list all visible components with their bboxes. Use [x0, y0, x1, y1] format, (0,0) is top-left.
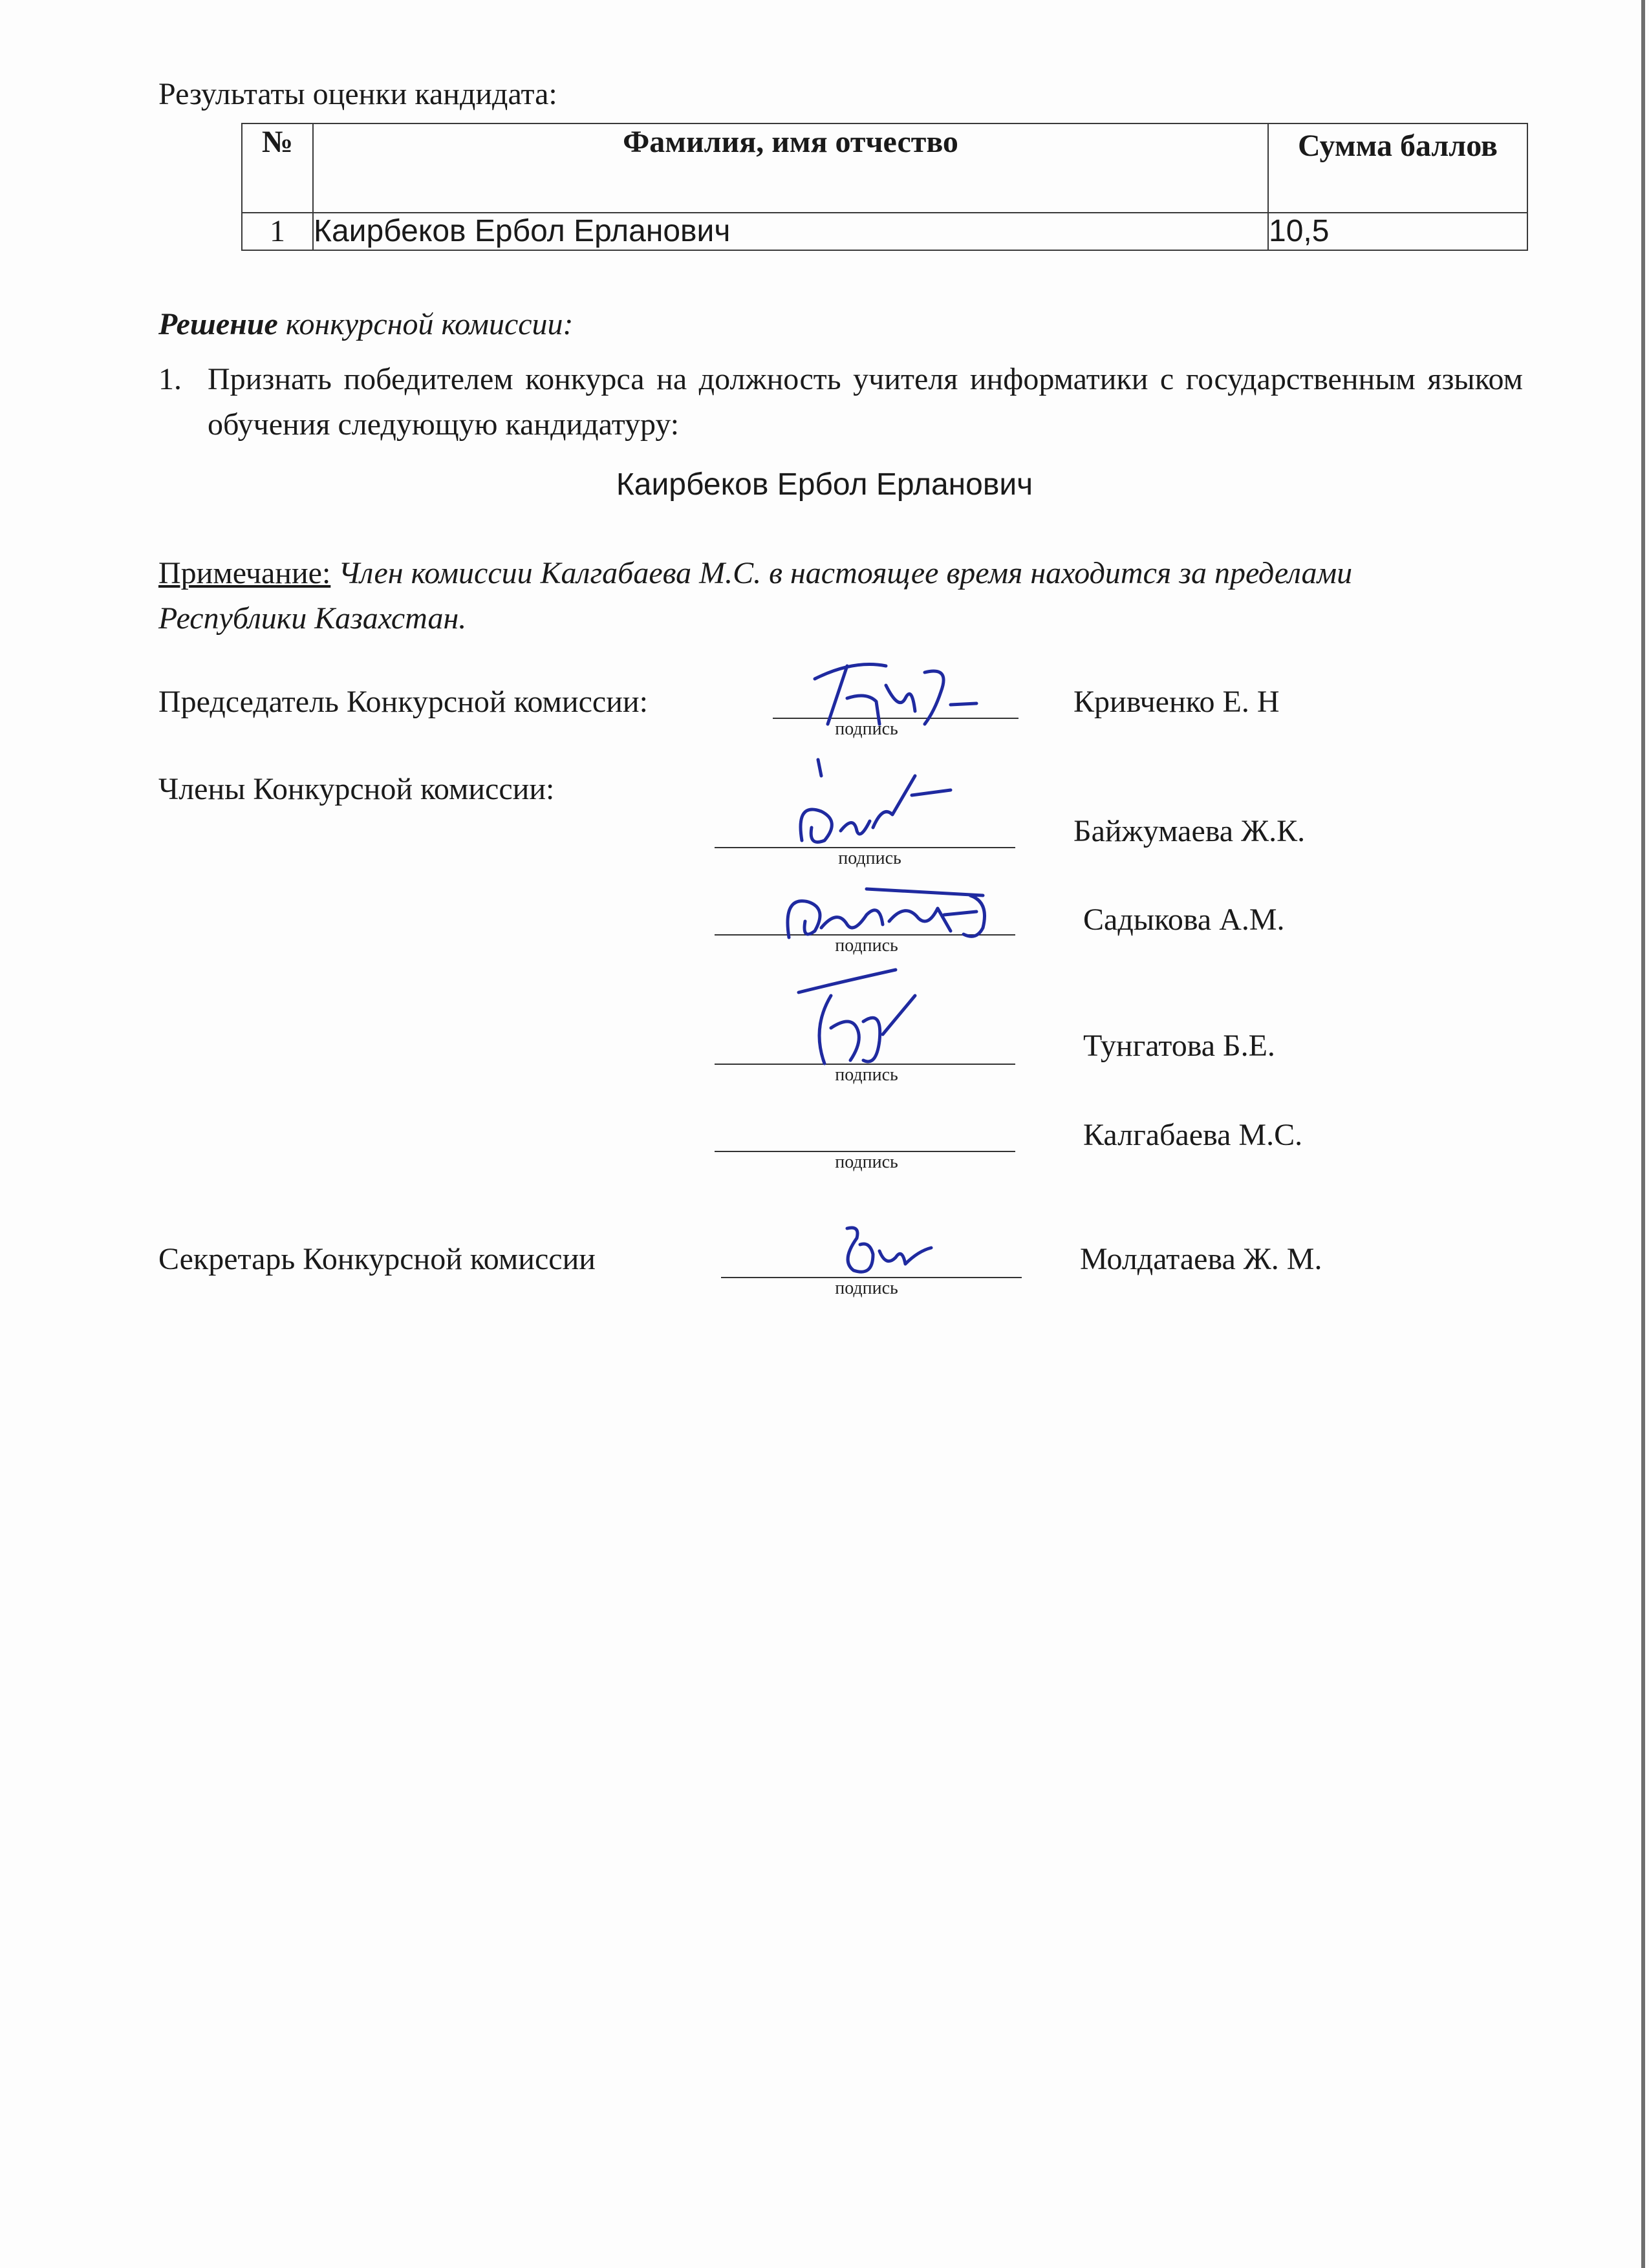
- results-heading: Результаты оценки кандидата:: [158, 77, 557, 111]
- chair-role: Председатель Конкурсной комиссии:: [158, 685, 648, 719]
- secretary-signature-caption: подпись: [835, 1278, 898, 1298]
- chair-name: Кривченко Е. Н: [1073, 685, 1280, 719]
- member-signature-caption: подпись: [835, 1152, 898, 1172]
- row-score: 10,5: [1268, 213, 1527, 250]
- list-marker: 1.: [158, 362, 182, 396]
- note-text: Член комиссии Калгабаева М.С. в настоящее время находится за пределами Республики Казахстан.: [158, 556, 1353, 636]
- member-signature-caption: подпись: [835, 936, 898, 956]
- secretary-name: Молдатаева Ж. М.: [1080, 1242, 1322, 1276]
- member-signature-1: [763, 750, 957, 853]
- member-name: Байжумаева Ж.К.: [1073, 814, 1306, 848]
- row-number: 1: [242, 213, 313, 250]
- member-name: Калгабаева М.С.: [1083, 1118, 1303, 1152]
- chair-signature: [802, 653, 996, 737]
- row-candidate-name: Каирбеков Ербол Ерланович: [313, 213, 1268, 250]
- decision-list: [158, 357, 1523, 447]
- column-header-number: №: [242, 123, 313, 213]
- note-label: Примечание:: [158, 556, 331, 590]
- column-header-name: Фамилия, имя отчество: [313, 123, 1268, 213]
- table-row: [242, 213, 1527, 250]
- decision-heading: [158, 306, 574, 342]
- note: [158, 551, 1503, 641]
- members-label: Члены Конкурсной комиссии:: [158, 772, 555, 806]
- chair-signature-caption: подпись: [835, 719, 898, 739]
- decision-heading-rest: конкурсной комиссии:: [285, 307, 574, 341]
- secretary-role: Секретарь Конкурсной комиссии: [158, 1242, 596, 1276]
- member-signature-caption: подпись: [838, 848, 901, 868]
- column-header-score: Сумма баллов: [1268, 123, 1527, 213]
- winner-name: Каирбеков Ербол Ерланович: [616, 467, 1033, 502]
- member-signature-2: [776, 876, 1035, 947]
- table-header-row: [242, 123, 1527, 213]
- scan-edge-line: [1641, 0, 1645, 2268]
- member-name: Садыкова А.М.: [1083, 903, 1285, 937]
- member-signature-3: [786, 957, 947, 1073]
- secretary-signature: [834, 1222, 944, 1283]
- member-name: Тунгатова Б.Е.: [1083, 1029, 1275, 1063]
- results-table: [241, 123, 1528, 251]
- member-signature-caption: подпись: [835, 1065, 898, 1085]
- decision-heading-bold: Решение: [158, 307, 278, 341]
- decision-item-text: Признать победителем конкурса на должность учителя информатики с государственным языком обучения следующую кандидатуру:: [208, 362, 1523, 442]
